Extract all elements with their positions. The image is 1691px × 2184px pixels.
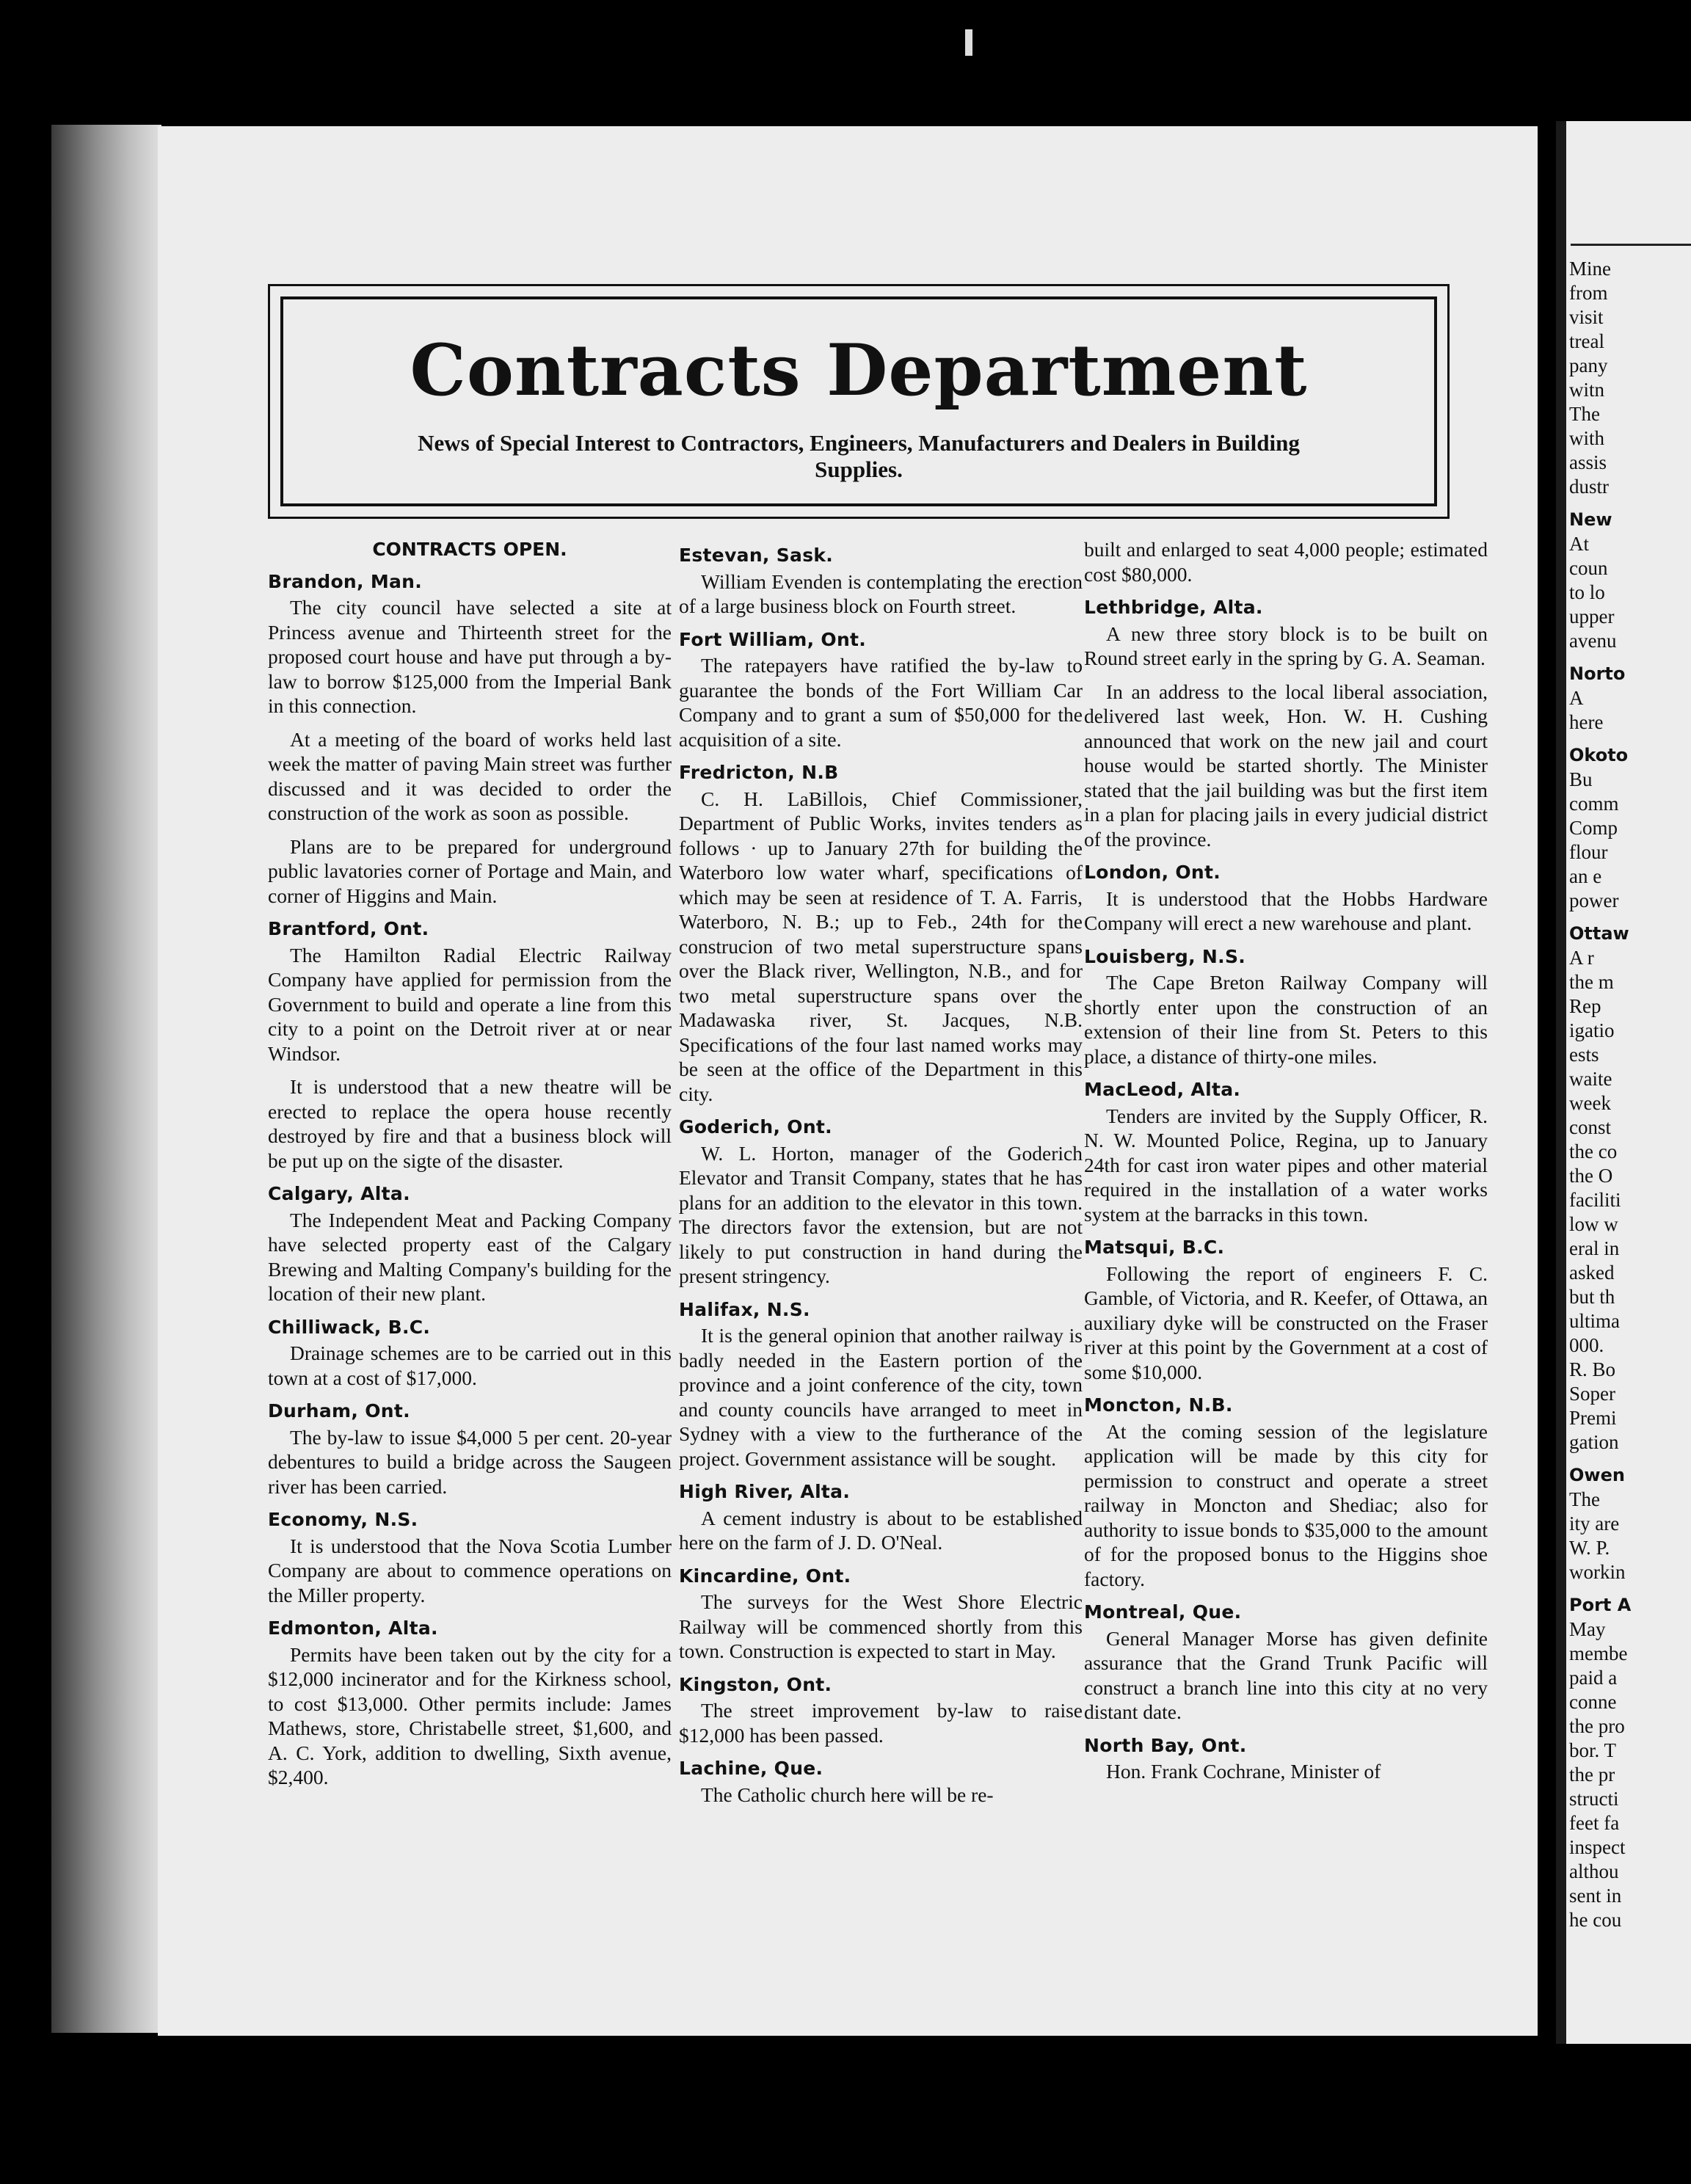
article-paragraph: It is understood that the Nova Scotia Lumber Company are about to commence operations on the Miller property.	[268, 1534, 672, 1606]
article-paragraph: The Cape Breton Railway Company will shortly enter upon the construction of an extension of their line from St. Peters to this place, a distance of thirty-one miles.	[1084, 971, 1488, 1068]
place-heading: Halifax, N.S.	[679, 1298, 810, 1320]
place-heading: Edmonton, Alta.	[268, 1617, 438, 1639]
right-page-text-fragment: flour	[1569, 841, 1608, 863]
header-inner-frame	[280, 296, 1437, 506]
right-page-text-fragment: here	[1569, 711, 1604, 733]
right-page-text-fragment: feet fa	[1569, 1812, 1620, 1834]
article-paragraph: The Hamilton Radial Electric Railway Company have applied for permission from the Government to build and operate a line from this city to a point on the Detroit river at or near Windsor.	[268, 943, 672, 1065]
article-paragraph: At a meeting of the board of works held last week the matter of paving Main street was further discussed and it was decided to order the construction of the work as soon as possible.	[268, 727, 672, 824]
article-paragraph: The Independent Meat and Packing Company have selected property east of the Calgary Brewing and Malting Company's building for the location of their new plant.	[268, 1208, 672, 1305]
place-heading: Goderich, Ont.	[679, 1116, 832, 1138]
right-page-text-fragment: Comp	[1569, 817, 1618, 839]
right-page-text-fragment: A	[1569, 687, 1584, 709]
right-page-text-fragment: to lo	[1569, 581, 1605, 603]
right-page-text-fragment: ity are	[1569, 1513, 1620, 1535]
right-page-text-fragment: workin	[1569, 1561, 1626, 1583]
right-page-text-fragment: membe	[1569, 1642, 1628, 1664]
article-paragraph: The Catholic church here will be re-	[701, 1783, 994, 1806]
place-heading: Calgary, Alta.	[268, 1183, 410, 1204]
right-page-text-fragment: week	[1569, 1092, 1611, 1114]
right-page-column	[1569, 257, 1691, 1932]
right-page-text-fragment: gation	[1569, 1431, 1619, 1453]
article-paragraph: W. L. Horton, manager of the Goderich Elevator and Transit Company, states that he has plans for an addition to the elevator in this town. The directors favor the extension, but are not likely to put construction in hand during the present stringency.	[679, 1141, 1083, 1287]
place-heading: Estevan, Sask.	[679, 545, 834, 566]
right-page-text-fragment: pany	[1569, 354, 1608, 376]
right-page-text-fragment: treal	[1569, 330, 1604, 352]
article-paragraph: Drainage schemes are to be carried out in this town at a cost of $17,000.	[268, 1342, 672, 1389]
right-page-text-fragment: the co	[1569, 1140, 1618, 1162]
right-page-text-fragment: the pr	[1569, 1763, 1615, 1786]
right-page-text-fragment: avenu	[1569, 630, 1617, 652]
right-page-heading-fragment: Owen	[1569, 1465, 1625, 1485]
right-page-text-fragment: W. P.	[1569, 1537, 1610, 1559]
article-paragraph: Hon. Frank Cochrane, Minister of	[1106, 1760, 1381, 1783]
place-heading: Brantford, Ont.	[268, 918, 429, 939]
place-heading: Lethbridge, Alta.	[1084, 597, 1263, 618]
right-page-text-fragment: structi	[1569, 1788, 1619, 1810]
right-page-text-fragment: conne	[1569, 1691, 1617, 1713]
article-paragraph: It is understood that the Hobbs Hardware Company will erect a new warehouse and plant.	[1084, 887, 1488, 934]
place-heading: London, Ont.	[1084, 862, 1221, 883]
article-paragraph: Plans are to be prepared for underground public lavatories corner of Portage and Main, and corner of Higgins and Main.	[268, 834, 672, 907]
right-page-rule	[1571, 244, 1691, 246]
right-page-text-fragment: an e	[1569, 865, 1602, 887]
article-paragraph: The city council have selected a site at Princess avenue and Thirteenth street for the proposed court house and have put through a by-law to borrow $125,000 from the Imperial Bank in this connection.	[268, 596, 672, 717]
column-3	[1084, 537, 1488, 1793]
article-paragraph: A new three story block is to be built on Round street early in the spring by G. A. Seaman.	[1084, 622, 1488, 669]
right-page-text-fragment: At	[1569, 533, 1589, 555]
right-page-text-fragment: Premi	[1569, 1407, 1617, 1429]
right-page-text-fragment: ests	[1569, 1044, 1599, 1066]
place-heading: Montreal, Que.	[1084, 1601, 1242, 1623]
article-paragraph: The by-law to issue $4,000 5 per cent. 20-year debentures to build a bridge across the Saugeen river has been carried.	[268, 1425, 672, 1498]
right-page-text-fragment: power	[1569, 889, 1619, 911]
right-page-text-fragment: the pro	[1569, 1715, 1625, 1737]
right-page-heading-fragment: Norto	[1569, 663, 1626, 684]
right-page-text-fragment: The	[1569, 403, 1600, 425]
article-paragraph: In an address to the local liberal association, delivered last week, Hon. W. H. Cushing announced that work on the new jail and court house would be started shortly. The Minister stated that the jail building was but the first item in a plan for placing jails in every judicial district of the province.	[1084, 680, 1488, 851]
right-page-text-fragment: dustr	[1569, 476, 1609, 498]
right-page-text-fragment: Mine	[1569, 258, 1611, 280]
column-1	[268, 537, 672, 1799]
right-page-heading-fragment: New	[1569, 509, 1612, 530]
right-page-text-fragment: const	[1569, 1116, 1611, 1138]
article-paragraph: Permits have been taken out by the city for a $12,000 incinerator and for the Kirkness school, to cost $13,000. Other permits include: James Mathews, store, Christabelle street, $1,600, and A. C. York, addition to dwelling, Sixth avenue, $2,400.	[268, 1642, 672, 1788]
article-paragraph: It is understood that a new theatre will be erected to replace the opera house recently destroyed by fire and that a business block will be put up on the sigte of the disaster.	[268, 1075, 672, 1172]
right-page-text-fragment: Bu	[1569, 768, 1593, 790]
right-page-text-fragment: with	[1569, 427, 1605, 449]
place-heading: Durham, Ont.	[268, 1400, 410, 1422]
place-heading: Brandon, Man.	[268, 570, 423, 592]
right-page-text-fragment: the m	[1569, 971, 1614, 993]
right-page-text-fragment: waite	[1569, 1068, 1612, 1090]
article-paragraph: built and enlarged to seat 4,000 people; estimated cost $80,000.	[1084, 538, 1488, 586]
right-page-text-fragment: but th	[1569, 1286, 1615, 1308]
right-page-text-fragment: coun	[1569, 557, 1608, 579]
place-heading: Louisberg, N.S.	[1084, 945, 1246, 967]
page-title: Contracts Department	[410, 329, 1308, 412]
right-page-text-fragment: R. Bo	[1569, 1358, 1616, 1380]
right-page-text-fragment: visit	[1569, 306, 1604, 328]
right-page-heading-fragment: Port A	[1569, 1595, 1632, 1615]
right-page-text-fragment: bor. T	[1569, 1739, 1617, 1761]
right-page-text-fragment: 000.	[1569, 1334, 1604, 1356]
column-2	[679, 537, 1083, 1816]
right-page-text-fragment: low w	[1569, 1213, 1618, 1235]
place-heading: Moncton, N.B.	[1084, 1394, 1233, 1416]
right-page-text-fragment: May	[1569, 1618, 1606, 1640]
right-page-heading-fragment: Ottaw	[1569, 923, 1629, 944]
right-page-text-fragment: paid a	[1569, 1667, 1618, 1689]
section-heading: CONTRACTS OPEN.	[372, 539, 567, 560]
header-box	[268, 284, 1450, 519]
right-page-text-fragment: igatio	[1569, 1019, 1615, 1041]
place-heading: MacLeod, Alta.	[1084, 1079, 1241, 1100]
place-heading: Matsqui, B.C.	[1084, 1237, 1225, 1258]
right-page-text-fragment: the O	[1569, 1165, 1613, 1187]
article-paragraph: At the coming session of the legislature application will be made by this city for permission to construct and operate a street railway in Moncton and Shediac; also for authority to issue bonds to $35,000 to the amount of for the proposed bonus to the Higgins shoe factory.	[1084, 1419, 1488, 1590]
right-page-text-fragment: ultima	[1569, 1310, 1620, 1332]
right-page-text-fragment: Soper	[1569, 1383, 1615, 1405]
right-page-text-fragment: A r	[1569, 947, 1594, 969]
right-page-text-fragment: Rep	[1569, 995, 1601, 1017]
right-page-text-fragment: he cou	[1569, 1909, 1622, 1931]
right-page-text-fragment: comm	[1569, 793, 1619, 815]
place-heading: North Bay, Ont.	[1084, 1734, 1247, 1756]
article-paragraph: Tenders are invited by the Supply Officer, R. N. W. Mounted Police, Regina, up to January 24th for cast iron water pipes and other material required in the installation of a water works system at the barracks in this town.	[1084, 1104, 1488, 1226]
article-paragraph: General Manager Morse has given definite assurance that the Grand Trunk Pacific will construct a branch line into this city at no very distant date.	[1084, 1626, 1488, 1723]
place-heading: Fort William, Ont.	[679, 628, 867, 650]
scan-mark	[965, 29, 972, 56]
right-page-text-fragment: eral in	[1569, 1237, 1620, 1259]
page-edge-shadow	[51, 125, 161, 2033]
place-heading: Fredricton, N.B	[679, 762, 839, 783]
right-page-text-fragment: inspect	[1569, 1836, 1626, 1858]
right-page-text-fragment: sent in	[1569, 1885, 1622, 1907]
article-paragraph: Following the report of engineers F. C. Gamble, of Victoria, and R. Keefer, of Ottawa, an auxiliary dyke will be constructed on the Fraser river at this point by the Government at a cost of some $10,000.	[1084, 1262, 1488, 1383]
place-heading: Lachine, Que.	[679, 1758, 823, 1779]
right-page-text-fragment: upper	[1569, 605, 1615, 627]
right-page-text-fragment: The	[1569, 1488, 1600, 1510]
right-page-text-fragment: assis	[1569, 451, 1607, 473]
article-paragraph: It is the general opinion that another railway is badly needed in the Eastern portion of the province and a joint conference of the city, town and county councils have arranged to meet in Sydney with a view to the furtherance of the project. Government assistance will be sought.	[679, 1324, 1083, 1470]
article-paragraph: The surveys for the West Shore Electric Railway will be commenced shortly from this town. Construction is expected to start in May.	[679, 1590, 1083, 1662]
place-heading: Kincardine, Ont.	[679, 1565, 851, 1587]
article-paragraph: C. H. LaBillois, Chief Commissioner, Department of Public Works, invites tenders as follows · up to January 27th for building the Waterboro low water wharf, specifications of which may be seen at residence of T. A. Farris, Waterboro, N. B.; up to Feb., 24th for the construcion of two metal superstructure spans over the Black river, Wellington, N.B., and for two metal superstructure spans over the Madawaska river, St. Jacques, N.B. Specifications of the four last named works may be seen at the office of the Department in this city.	[679, 787, 1083, 1105]
right-page-text-fragment: althou	[1569, 1860, 1619, 1882]
article-paragraph: The street improvement by-law to raise $12,000 has been passed.	[679, 1699, 1083, 1747]
right-page-text-fragment: asked	[1569, 1262, 1615, 1284]
article-paragraph: The ratepayers have ratified the by-law to guarantee the bonds of the Fort William Car Company and to grant a sum of $50,000 for the acquisition of a site.	[679, 654, 1083, 751]
article-paragraph: William Evenden is contemplating the erection of a large business block on Fourth street.	[679, 569, 1083, 617]
left-page	[158, 126, 1538, 2036]
page-subtitle: News of Special Interest to Contractors, Engineers, Manufacturers and Dealers in Building Supplies.	[418, 430, 1300, 482]
place-heading: Economy, N.S.	[268, 1509, 418, 1530]
place-heading: Kingston, Ont.	[679, 1673, 832, 1695]
right-page-text-fragment: from	[1569, 282, 1608, 304]
place-heading: Chilliwack, B.C.	[268, 1316, 431, 1338]
article-paragraph: A cement industry is about to be established here on the farm of J. D. O'Neal.	[679, 1506, 1083, 1554]
right-page-text-fragment: witn	[1569, 379, 1605, 401]
right-page-text-fragment: faciliti	[1569, 1189, 1621, 1211]
place-heading: High River, Alta.	[679, 1481, 851, 1502]
right-page-heading-fragment: Okoto	[1569, 745, 1629, 765]
